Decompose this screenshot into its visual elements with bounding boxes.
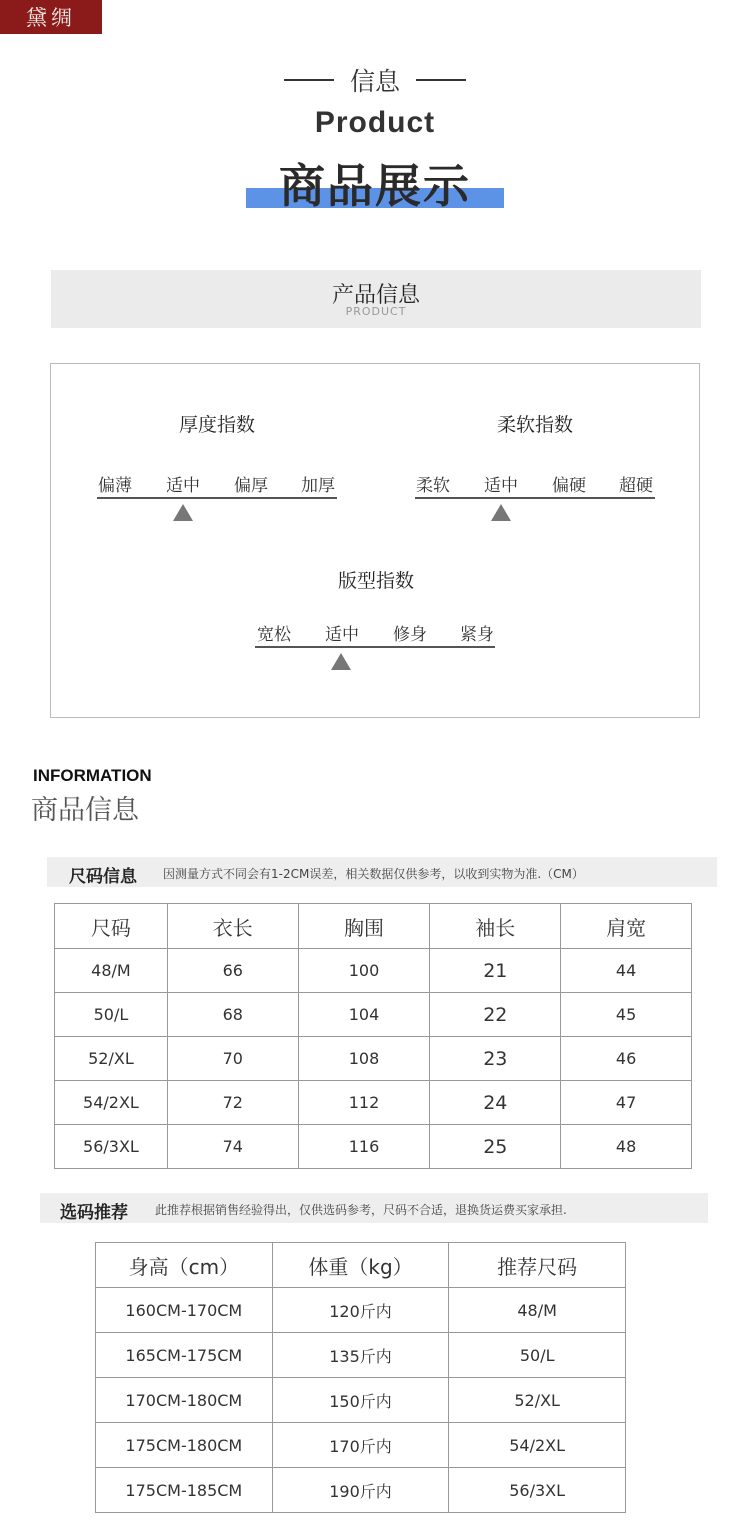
fit-scale-line xyxy=(255,646,495,648)
table-cell: 175CM-185CM xyxy=(96,1468,273,1513)
table-cell: 150斤内 xyxy=(272,1378,449,1423)
table-cell: 104 xyxy=(298,993,430,1037)
table-cell: 21 xyxy=(430,949,561,993)
information-heading-cn: 商品信息 xyxy=(31,795,139,826)
table-row xyxy=(55,1125,692,1169)
table-row xyxy=(96,1288,626,1333)
table-cell: 44 xyxy=(561,949,692,993)
page-title: 商品展示 xyxy=(279,159,471,213)
table-cell: 120斤内 xyxy=(272,1288,449,1333)
table-row xyxy=(96,1333,626,1378)
column-header: 衣长 xyxy=(167,904,298,949)
size-info-note: 因测量方式不同会有1-2CM误差，相关数据仅供参考，以收到实物为准.（CM） xyxy=(163,867,584,881)
thickness-scale-line xyxy=(97,497,337,499)
table-cell: 45 xyxy=(561,993,692,1037)
table-cell: 48/M xyxy=(449,1288,626,1333)
thickness-index-title: 厚度指数 xyxy=(178,414,255,436)
table-cell: 54/2XL xyxy=(55,1081,168,1125)
table-row xyxy=(96,1378,626,1423)
table-row xyxy=(96,1468,626,1513)
table-row xyxy=(55,949,692,993)
table-cell: 68 xyxy=(167,993,298,1037)
fit-indicator-triangle-icon xyxy=(331,653,351,670)
table-cell: 108 xyxy=(298,1037,430,1081)
table-cell: 50/L xyxy=(55,993,168,1037)
thickness-label: 偏厚 xyxy=(234,476,268,496)
header-subtitle: 信息 xyxy=(349,67,400,96)
table-cell: 54/2XL xyxy=(449,1423,626,1468)
table-cell: 190斤内 xyxy=(272,1468,449,1513)
thickness-label: 适中 xyxy=(166,476,200,496)
table-cell: 50/L xyxy=(449,1333,626,1378)
column-header: 肩宽 xyxy=(561,904,692,949)
table-cell: 170斤内 xyxy=(272,1423,449,1468)
softness-scale-line xyxy=(415,497,655,499)
table-header-row xyxy=(96,1243,626,1288)
table-cell: 52/XL xyxy=(55,1037,168,1081)
softness-label: 柔软 xyxy=(416,476,450,496)
table-row xyxy=(55,993,692,1037)
softness-indicator-triangle-icon xyxy=(491,504,511,521)
table-cell: 112 xyxy=(298,1081,430,1125)
column-header: 推荐尺码 xyxy=(449,1243,626,1288)
table-header-row xyxy=(55,904,692,949)
softness-label: 超硬 xyxy=(619,476,653,496)
table-cell: 72 xyxy=(167,1081,298,1125)
table-cell: 135斤内 xyxy=(272,1333,449,1378)
table-cell: 116 xyxy=(298,1125,430,1169)
table-cell: 48 xyxy=(561,1125,692,1169)
brand-logo: 黛绸 xyxy=(0,0,102,34)
table-cell: 24 xyxy=(430,1081,561,1125)
size-recommend-title: 选码推荐 xyxy=(60,1203,128,1223)
softness-label: 偏硬 xyxy=(552,476,586,496)
table-row xyxy=(96,1423,626,1468)
size-info-title: 尺码信息 xyxy=(69,867,137,887)
column-header: 身高（cm） xyxy=(96,1243,273,1288)
thickness-indicator-triangle-icon xyxy=(173,504,193,521)
column-header: 体重（kg） xyxy=(272,1243,449,1288)
table-cell: 170CM-180CM xyxy=(96,1378,273,1423)
table-cell: 160CM-170CM xyxy=(96,1288,273,1333)
table-cell: 74 xyxy=(167,1125,298,1169)
column-header: 尺码 xyxy=(55,904,168,949)
table-cell: 47 xyxy=(561,1081,692,1125)
header-product-en: Product xyxy=(314,106,436,139)
fit-label: 宽松 xyxy=(257,625,291,645)
table-cell: 52/XL xyxy=(449,1378,626,1423)
table-cell: 165CM-175CM xyxy=(96,1333,273,1378)
fit-label: 紧身 xyxy=(460,625,494,645)
column-header: 胸围 xyxy=(298,904,430,949)
table-cell: 23 xyxy=(430,1037,561,1081)
thickness-label: 偏薄 xyxy=(98,476,132,496)
size-recommend-bar xyxy=(40,1193,708,1223)
table-cell: 56/3XL xyxy=(55,1125,168,1169)
table-cell: 66 xyxy=(167,949,298,993)
size-info-bar xyxy=(47,857,717,887)
table-cell: 70 xyxy=(167,1037,298,1081)
fit-label: 适中 xyxy=(325,625,359,645)
table-cell: 56/3XL xyxy=(449,1468,626,1513)
column-header: 袖长 xyxy=(430,904,561,949)
fit-index-title: 版型指数 xyxy=(337,570,414,592)
table-row xyxy=(55,1037,692,1081)
table-cell: 48/M xyxy=(55,949,168,993)
softness-label: 适中 xyxy=(484,476,518,496)
information-heading-en: INFORMATION xyxy=(33,766,152,785)
table-cell: 46 xyxy=(561,1037,692,1081)
product-info-subtitle: PRODUCT xyxy=(345,305,407,318)
size-recommend-note: 此推荐根据销售经验得出，仅供选码参考，尺码不合适，退换货运费买家承担. xyxy=(155,1203,567,1217)
size-table xyxy=(54,903,692,1169)
indices-panel xyxy=(50,363,700,718)
softness-index-title: 柔软指数 xyxy=(496,414,573,436)
table-cell: 100 xyxy=(298,949,430,993)
size-recommend-table xyxy=(95,1242,626,1513)
product-info-bar xyxy=(51,270,701,328)
fit-label: 修身 xyxy=(393,625,427,645)
thickness-label: 加厚 xyxy=(301,476,335,496)
table-cell: 22 xyxy=(430,993,561,1037)
table-row xyxy=(55,1081,692,1125)
product-info-title: 产品信息 xyxy=(331,283,420,308)
table-cell: 25 xyxy=(430,1125,561,1169)
table-cell: 175CM-180CM xyxy=(96,1423,273,1468)
